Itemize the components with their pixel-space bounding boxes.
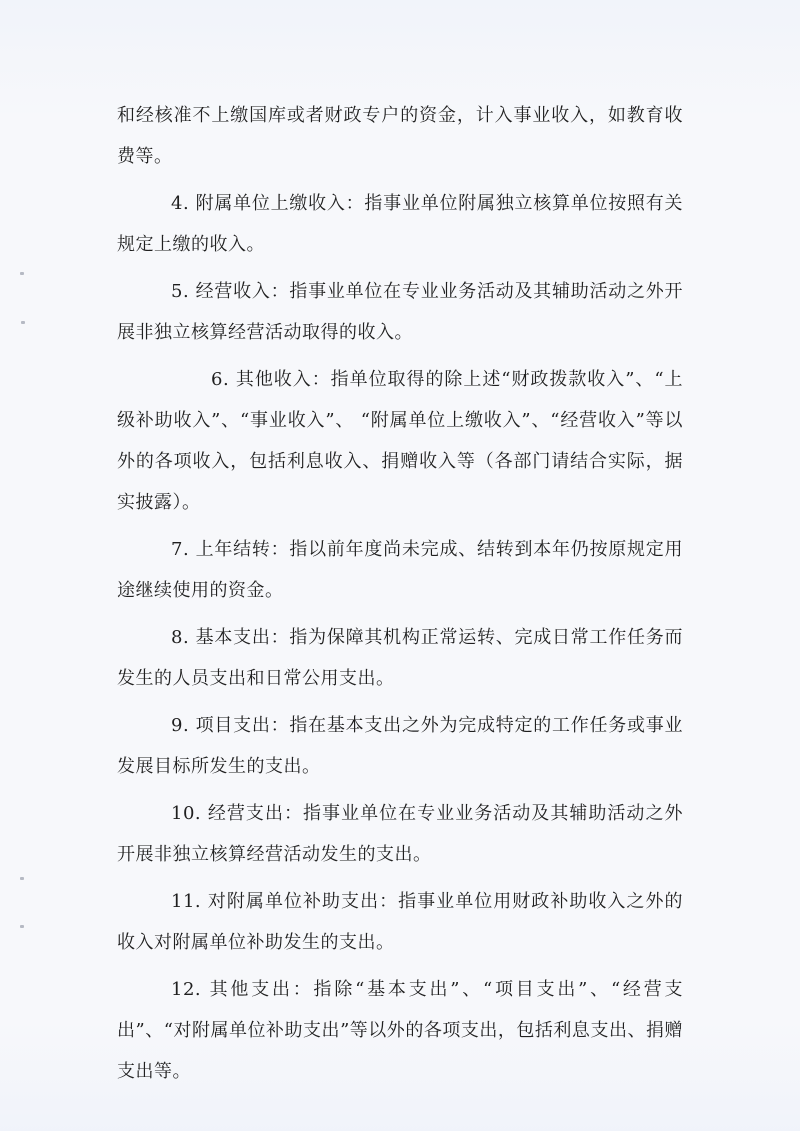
scan-speck (21, 321, 25, 324)
scan-speck (20, 925, 24, 928)
paragraph-project-expenditure: 9. 项目支出：指在基本支出之外为完成特定的工作任务或事业发展目标所发生的支出。 (117, 715, 683, 777)
paragraph-prior-year-carryover: 7. 上年结转：指以前年度尚未完成、结转到本年仍按原规定用途继续使用的资金。 (117, 539, 683, 601)
paragraph-other-income: 6. 其他收入：指单位取得的除上述“财政拨款收入”、“上级补助收入”、“事业收入”、 “附属单位上缴收入”、“经营收入”等以外的各项收入，包括利息收入、捐赠收入等（各部门请结合实际，据实披露）。 (117, 369, 683, 513)
scan-speck (20, 877, 24, 880)
paragraph-affiliated-subsidy-expenditure: 11. 对附属单位补助支出：指事业单位用财政补助收入之外的收入对附属单位补助发生的支出。 (117, 891, 683, 953)
document-body (117, 95, 683, 1098)
paragraph-other-expenditure: 12. 其他支出：指除“基本支出”、“项目支出”、“经营支出”、“对附属单位补助支出”等以外的各项支出，包括利息支出、捐赠支出等。 (117, 979, 683, 1082)
paragraph-education-fees: 和经核准不上缴国库或者财政专户的资金，计入事业收入，如教育收费等。 (117, 105, 683, 167)
scan-speck (20, 272, 24, 275)
paragraph-operating-expenditure: 10. 经营支出：指事业单位在专业业务活动及其辅助活动之外开展非独立核算经营活动发生的支出。 (117, 803, 683, 865)
paragraph-operating-income: 5. 经营收入：指事业单位在专业业务活动及其辅助活动之外开展非独立核算经营活动取得的收入。 (117, 281, 683, 343)
paragraph-affiliated-unit-income: 4. 附属单位上缴收入：指事业单位附属独立核算单位按照有关规定上缴的收入。 (117, 193, 683, 255)
paragraph-basic-expenditure: 8. 基本支出：指为保障其机构正常运转、完成日常工作任务而发生的人员支出和日常公用支出。 (117, 627, 683, 689)
